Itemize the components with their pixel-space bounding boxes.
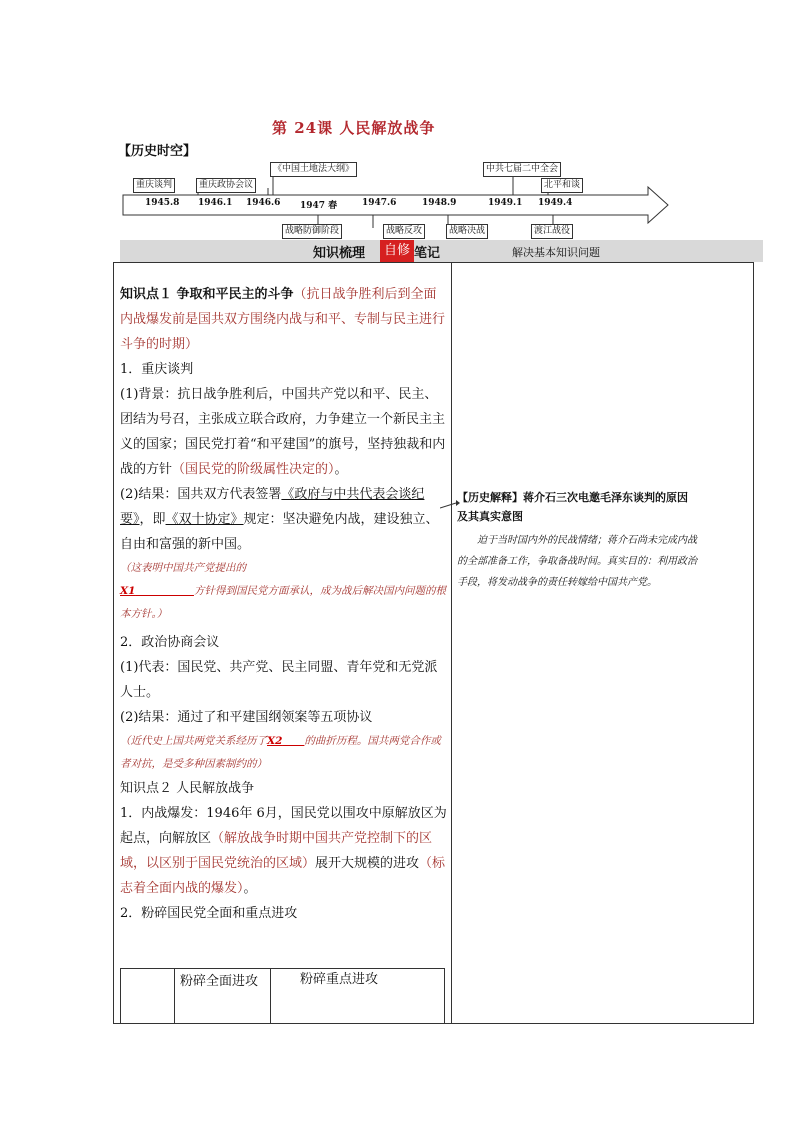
blank-x1[interactable]: X1 — [120, 585, 136, 597]
s1-bg-end: 。 — [334, 462, 348, 477]
col-full-offensive: 粉碎全面进攻 — [180, 974, 259, 989]
section-label: 【历史时空】 — [118, 144, 197, 159]
banner-notes: 笔记 — [414, 246, 441, 261]
k2-outbreak: 1．内战爆发：1946年 6月，国民党以围攻中原解放区为起点，向解放区 — [120, 806, 447, 846]
date-1949-1: 1949.1 — [488, 198, 523, 208]
s1-summary-doc: 《政府与中共代表会谈纪要》 — [120, 487, 425, 527]
event-peking-talks: 北平和谈 — [541, 178, 583, 193]
date-1947-spring: 1947 春 — [300, 201, 338, 211]
s1-note-b: 方针得到国民党方面承认，成为战后解决国内问题的根本方针。） — [120, 585, 446, 620]
main-content — [120, 282, 448, 926]
stage-defense: 战略防御阶段 — [282, 224, 342, 239]
s2-result: (2)结果：通过了和平建国纲领案等五项协议 — [120, 710, 373, 725]
banner-knowledge: 知识梳理 — [313, 246, 366, 261]
stage-counteroffensive: 战略反攻 — [383, 224, 425, 239]
date-1946-1: 1946.1 — [198, 198, 233, 208]
section-1-title: 1．重庆谈判 — [120, 362, 194, 377]
s1-background: (1)背景：抗日战争胜利后，中国共产党以和平、民主、团结为号召，主张成立联合政府，力争建立一个新民主主义的国家；国民党打着“和平建国”的旗号，坚持独裁和内战的方针 — [120, 387, 446, 477]
date-1946-6: 1946.6 — [246, 198, 281, 208]
date-1947-6: 1947.6 — [362, 198, 397, 208]
event-second-plenum: 中共七届二中全会 — [483, 162, 561, 177]
s1-note-a: （这表明中国共产党提出的 — [120, 562, 246, 574]
inner-divider-2 — [270, 968, 271, 1024]
col-key-offensive: 粉碎重点进攻 — [300, 972, 379, 987]
blank-x2[interactable]: X2 — [267, 735, 283, 747]
kp2-title: 知识点２ 人民解放战争 — [120, 781, 255, 796]
event-pcc: 重庆政协会议 — [196, 178, 256, 193]
s1-result-b: ，即 — [139, 512, 166, 527]
offensive-table — [120, 968, 445, 1024]
date-1945-8: 1945.8 — [145, 198, 180, 208]
inner-divider-1 — [174, 968, 175, 1024]
history-explanation — [457, 488, 697, 593]
s2-representatives: (1)代表：国民党、共产党、民主同盟、青年党和无党派人士。 — [120, 660, 438, 700]
k2-liberated-area-note: （解放战争时期中国共产党控制下的区域，以区别于国民党统治的区域） — [120, 831, 433, 871]
event-land-law: 《中国土地法大纲》 — [270, 162, 357, 177]
k2-civil-war-note: （标志着全面内战的爆发） — [120, 856, 446, 896]
event-chongqing-talks: 重庆谈判 — [133, 178, 175, 193]
event-crossing-yangtze: 渡江战役 — [531, 224, 573, 239]
page-title: 第 24课 人民解放战争 — [272, 119, 436, 137]
s2-note-a: （近代史上国共两党关系经历了 — [120, 735, 267, 747]
kp1-note: （抗日战争胜利后到全面内战爆发前是国共双方围绕内战与和平、专制与民主进行斗争的时期） — [120, 287, 446, 352]
s1-result-a: (2)结果：国共双方代表签署 — [120, 487, 282, 502]
column-divider — [451, 262, 452, 1024]
s1-background-note: （国民党的阶级属性决定的） — [172, 462, 335, 477]
s1-result-c: 规定：坚决避免内战，建设独立、自由和富强的新中国。 — [120, 512, 439, 552]
s2-note-b: 的曲折历程。国共两党合作或者对抗，是受多种因素制约的） — [120, 735, 441, 770]
kp1-title: 知识点１ 争取和平民主的斗争 — [120, 287, 294, 302]
date-1949-4: 1949.4 — [538, 198, 573, 208]
banner-subtitle: 解决基本知识问题 — [512, 246, 600, 259]
date-1948-9: 1948.9 — [422, 198, 457, 208]
s1-double-tenth: 《双十协定》 — [165, 512, 244, 527]
section-2-title: 2．政治协商会议 — [120, 635, 220, 650]
k2-outbreak-b: 展开大规模的进攻 — [315, 856, 420, 871]
notes-banner — [120, 240, 763, 262]
stage-decisive: 战略决战 — [446, 224, 488, 239]
k2-end: 。 — [243, 881, 257, 896]
banner-self-study: 自修 — [380, 240, 414, 262]
explanation-title: 【历史解释】蒋介石三次电邀毛泽东谈判的原因及其真实意图 — [457, 491, 688, 523]
k2-section-2: 2．粉碎国民党全面和重点进攻 — [120, 906, 298, 921]
explanation-detail: 迫于当时国内外的民战情绪；蒋介石尚未完成内战的全部准备工作，争取备战时间。真实目的：利用政治手段，将发动战争的责任转嫁给中国共产党。 — [457, 535, 697, 588]
